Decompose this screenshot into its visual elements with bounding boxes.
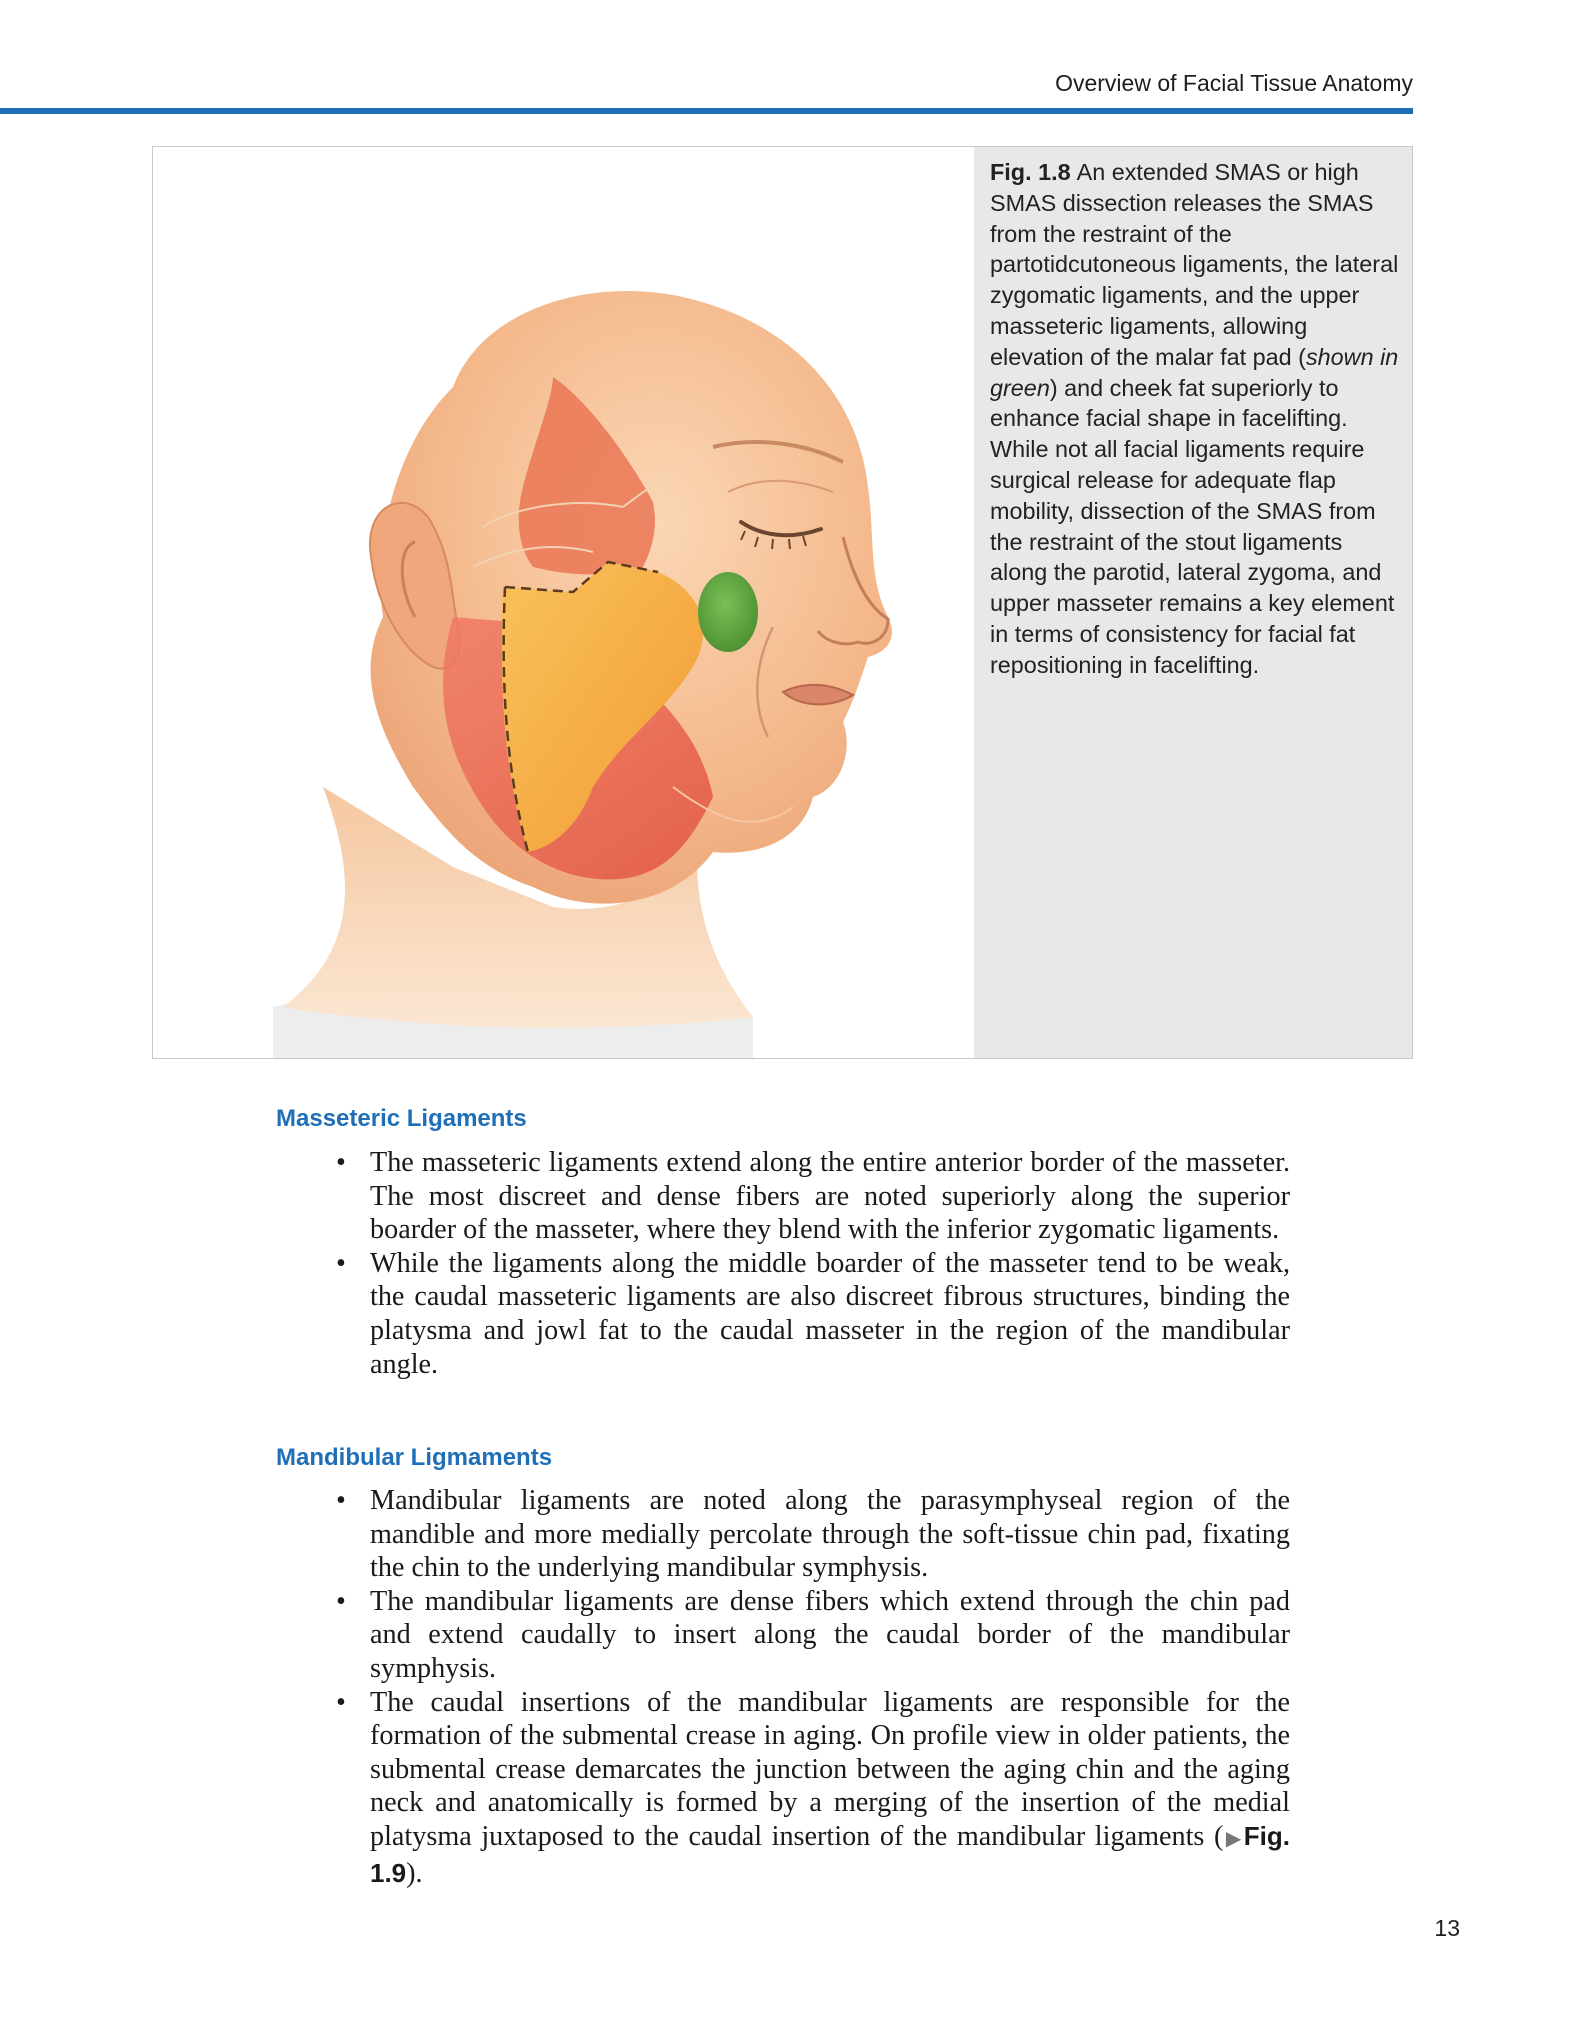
triangle-pointer-icon: ▶ bbox=[1223, 1827, 1244, 1850]
caption-italic: shown in green bbox=[990, 343, 1399, 401]
figure-reference-link[interactable]: Fig. 1.9 bbox=[370, 1820, 1290, 1888]
list-item: • Mandibular ligaments are noted along the parasymphyseal region of the mandible and more medially percolate through the soft-tissue chin pad, fixating the chin to the underlying mandibular symphysis. bbox=[336, 1485, 1290, 1584]
facial-anatomy-illustration bbox=[153, 147, 973, 1058]
list-item: • The masseteric ligaments extend along the entire anterior border of the masseter. The most discreet and dense fibers are noted superiorly along the superior boarder of the masseter, where they blend with the inferior zygomatic ligaments. bbox=[336, 1147, 1290, 1246]
list-item: • The mandibular ligaments are dense fibers which extend through the chin pad and extend caudally to insert along the caudal border of the mandibular symphysis. bbox=[336, 1585, 1290, 1684]
mandibular-bullet-list bbox=[322, 1484, 1290, 1890]
malar-fat-pad bbox=[698, 572, 758, 652]
bullet-icon: • bbox=[336, 1686, 346, 1718]
caption-text-part: An extended SMAS or high SMAS dissection releases the SMAS from the restraint of the partotidcutoneous ligaments, the lateral zygomatic ligaments, and the upper masseteric ligaments, allowing elevation of the malar fat pad ( bbox=[990, 159, 1399, 370]
caption-text-part: ) and cheek fat superiorly to enhance facial shape in facelifting. While not all facial ligaments require surgical release for adequate flap mobility, dissection of the SMAS from the restraint of the stout ligaments along the parotid, lateral zygoma, and upper masseter remains a key element in terms of consistency for facial fat repositioning in facelifting. bbox=[990, 374, 1395, 678]
figure-label: Fig. 1.8 bbox=[990, 159, 1071, 185]
figure-caption-panel bbox=[974, 147, 1412, 1058]
list-item: • The caudal insertions of the mandibular ligaments are responsible for the formation of the submental crease in aging. On profile view in older patients, the submental crease demarcates the junction between the aging chin and the aging neck and anatomically is formed by a merging of the insertion of the medial platysma juxtaposed to the caudal insertion of the mandibular ligaments (▶Fig. 1.9). bbox=[336, 1686, 1290, 1889]
bullet-icon: • bbox=[336, 1147, 346, 1178]
masseteric-bullet-list bbox=[322, 1146, 1290, 1381]
list-item: • While the ligaments along the middle boarder of the masseter tend to be weak, the caudal masseteric ligaments are also discreet fibrous structures, binding the platysma and jowl fat to the caudal masseter in the region of the mandibular angle. bbox=[336, 1247, 1290, 1380]
header-rule bbox=[0, 108, 1413, 114]
page-number: 13 bbox=[1434, 1915, 1460, 1941]
figure-caption bbox=[990, 157, 1400, 681]
running-head: Overview of Facial Tissue Anatomy bbox=[1055, 70, 1413, 96]
bullet-icon: • bbox=[336, 1247, 346, 1279]
bullet-icon: • bbox=[336, 1585, 346, 1617]
figure bbox=[152, 146, 1413, 1059]
section-heading-mandibular: Mandibular Ligmaments bbox=[276, 1444, 553, 1471]
section-heading-masseteric: Masseteric Ligaments bbox=[276, 1105, 527, 1132]
bullet-icon: • bbox=[336, 1485, 346, 1516]
